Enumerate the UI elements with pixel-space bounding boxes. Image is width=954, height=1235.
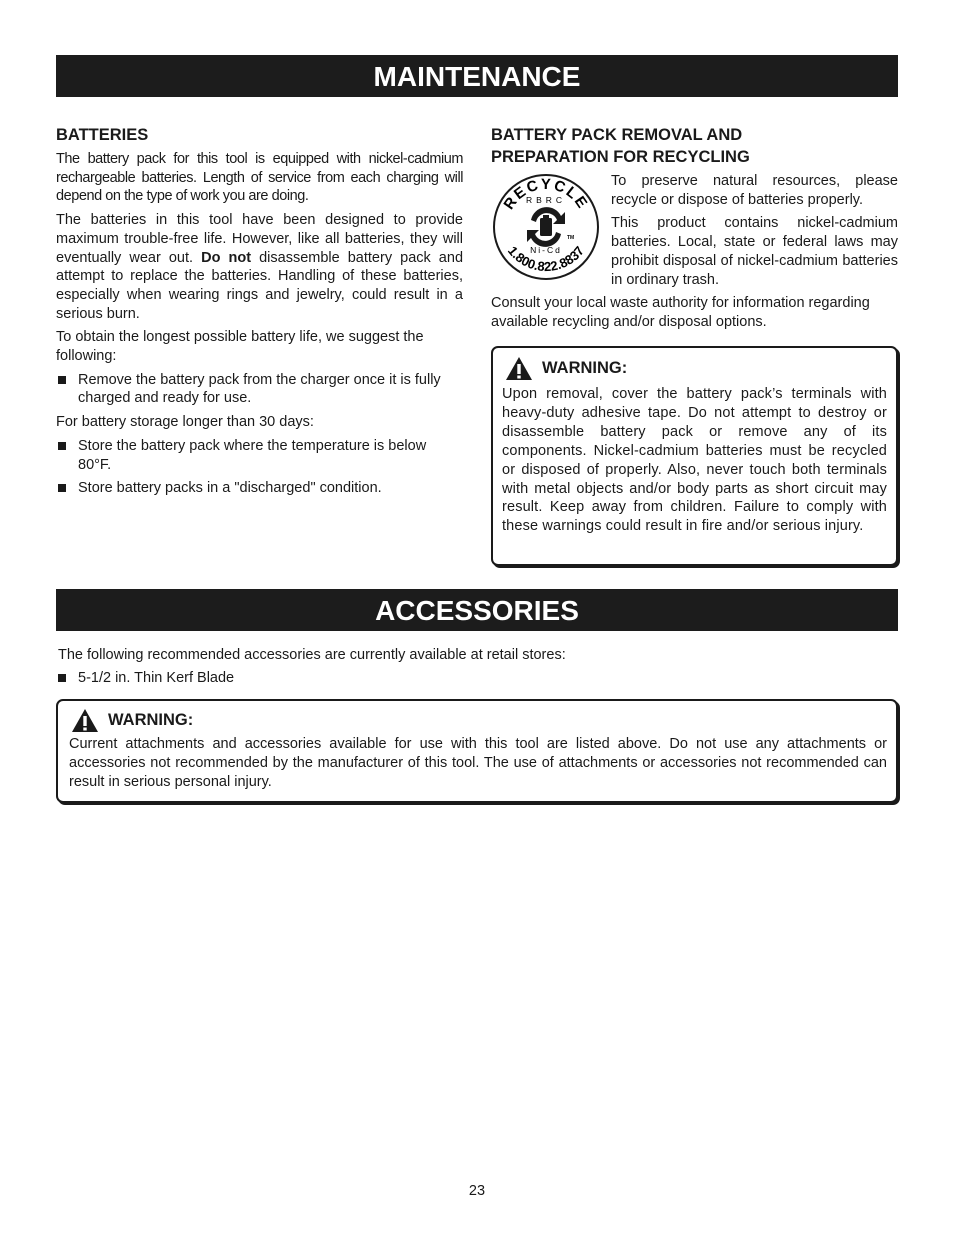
warning-triangle-icon	[71, 708, 99, 733]
battery-icon	[527, 207, 565, 247]
list-item	[58, 669, 898, 688]
batteries-heading: BATTERIES	[56, 126, 149, 144]
logo-recycle-text: RECYCLE	[500, 175, 592, 213]
logo-tm: TM	[567, 235, 575, 241]
batteries-paragraph-3: To obtain the longest possible battery life, we suggest the following:	[56, 329, 424, 365]
list-item	[56, 437, 463, 474]
warning-text: Current attachments and accessories available for use with this tool are listed above. Do not use any attachments or accessories not recommended by the manufacturer of this tool. The use of attachments or accessories not recommended can result in serious personal injury.	[69, 736, 887, 790]
rbrc-seal-icon	[491, 172, 601, 282]
logo-chem-text: Ni-Cd	[530, 245, 562, 255]
logo-org-text: RBRC	[525, 195, 567, 205]
logo-phone-text: 1.800.822.8837	[504, 243, 588, 275]
batteries-p2-bold: Do not	[201, 249, 252, 266]
list-item-text: Store the battery pack where the temperature is below 80°F.	[78, 437, 427, 473]
warning-label: WARNING:	[108, 711, 194, 729]
warning-header	[71, 708, 887, 733]
list-item-text: Store battery packs in a "discharged" condition.	[78, 480, 382, 497]
bullet-square	[58, 484, 66, 492]
list-item-text: Remove the battery pack from the charger once it is fully charged and ready for use.	[78, 371, 441, 407]
batteries-paragraph-2	[56, 211, 463, 323]
recycling-heading	[491, 124, 898, 168]
batteries-section	[56, 124, 463, 503]
bullet-square	[58, 674, 66, 682]
warning-triangle-icon	[505, 356, 533, 381]
recycling-paragraph-2: This product contains nickel-cadmium batteries. Local, state or federal laws may prohibit disposal of nickel-cadmium batteries in ordinary trash.	[611, 215, 898, 288]
accessories-banner: ACCESSORIES	[56, 589, 898, 631]
accessories-section	[58, 646, 898, 692]
maintenance-warning-box	[491, 346, 898, 566]
rbrc-recycle-logo	[491, 172, 601, 282]
recycling-section	[491, 124, 898, 337]
warning-text: Upon removal, cover the battery pack’s terminals with heavy-duty adhesive tape. Do not attempt to destroy or disassemble battery pack or remove any of its components. Nickel-cadmium batteries must be recycled or disposed of properly. Also, never touch both terminals with metal objects and/or body parts as short circuit may result. Keep away from children. Failure to comply with these warnings could result in fire and/or serious injury.	[502, 386, 887, 535]
accessories-intro: The following recommended accessories are currently available at retail stores:	[58, 647, 566, 663]
bullet-square	[58, 442, 66, 450]
batteries-paragraph-4: For battery storage longer than 30 days:	[56, 414, 314, 431]
batteries-p2-text-b: disassemble battery pack and attempt to replace the batteries. Handling of these batteries, especially when wearing rings and jewelry, could result in a serious burn.	[56, 249, 464, 322]
recycling-paragraph-1: To preserve natural resources, please recycle or dispose of batteries properly.	[611, 173, 898, 208]
warning-label: WARNING:	[542, 359, 628, 377]
batteries-p2-text-a: The batteries in this tool have been designed to provide maximum trouble-free life. However, like all batteries, they will eventually wear out.	[56, 212, 463, 266]
recycling-heading-line2: PREPARATION FOR RECYCLING	[491, 148, 750, 166]
batteries-paragraph-1: The battery pack for this tool is equipped with nickel-cadmium rechargeable batteries. Length of service from each charging will depend on the type of work you are doing.	[56, 151, 463, 205]
bullet-square	[58, 376, 66, 384]
list-item-text: 5-1/2 in. Thin Kerf Blade	[78, 669, 235, 686]
list-item	[56, 371, 463, 408]
list-item	[56, 479, 463, 498]
page-number: 23	[468, 1183, 486, 1199]
maintenance-banner: MAINTENANCE	[56, 55, 898, 97]
recycling-heading-line1: BATTERY PACK REMOVAL AND	[491, 126, 743, 144]
accessories-warning-box	[56, 699, 898, 803]
warning-header	[505, 356, 887, 381]
recycling-paragraph-3: Consult your local waste authority for information regarding available recycling and/or disposal options.	[491, 295, 870, 330]
